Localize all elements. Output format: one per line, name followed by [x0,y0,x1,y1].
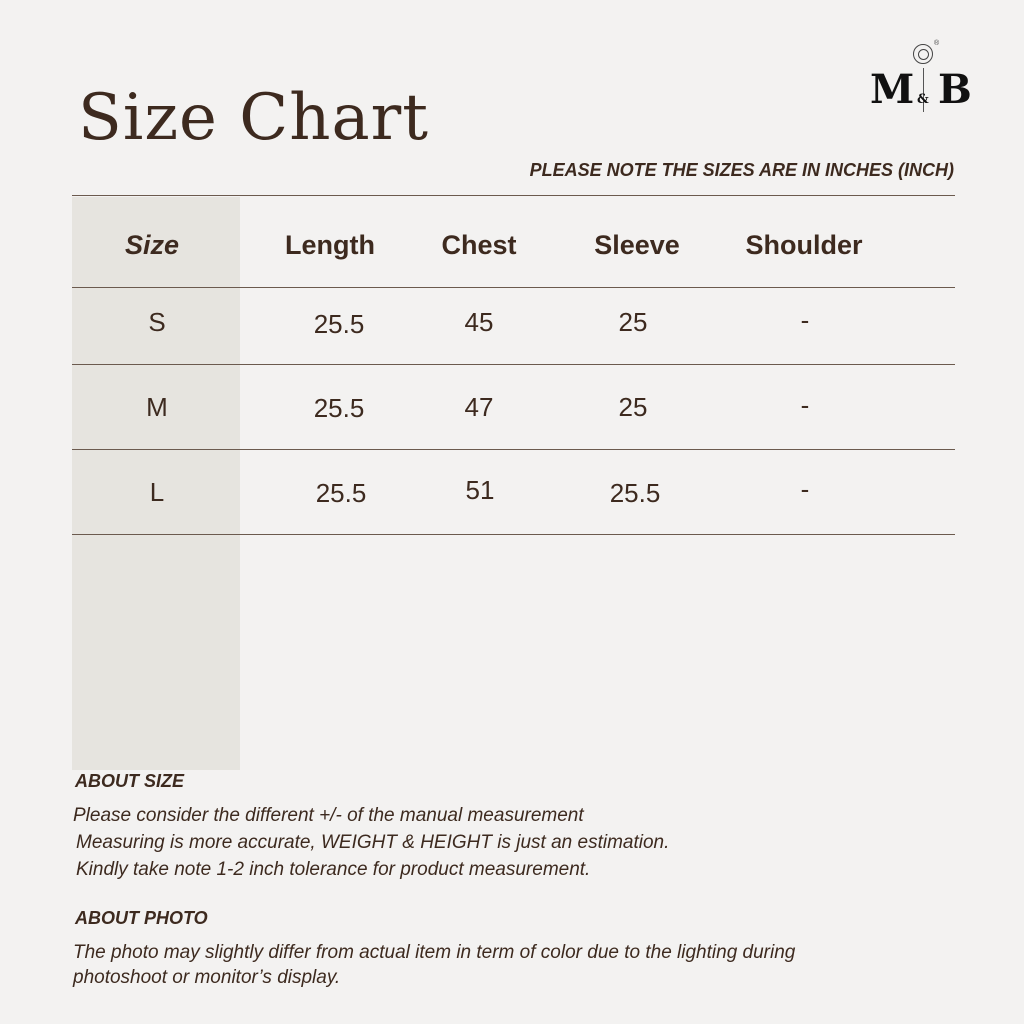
header-sleeve: Sleeve [594,230,680,260]
page-title: Size Chart [78,81,429,155]
table-header-rule [72,287,955,288]
about-photo-line: photoshoot or monitor’s display. [73,967,341,988]
about-size-title: ABOUT SIZE [75,771,185,791]
cell-chest: 45 [464,307,494,337]
cell-chest: 51 [465,475,495,505]
cell-length: 25.5 [313,309,365,339]
table-row-rule [72,364,955,365]
header-shoulder: Shoulder [745,230,863,260]
table-top-rule [72,195,955,196]
header-length: Length [285,230,375,260]
table-bottom-rule [72,534,955,535]
cell-shoulder: - [800,305,810,335]
cell-size: M [146,392,168,422]
cell-chest: 47 [464,392,494,422]
header-chest: Chest [441,230,517,260]
cell-shoulder: - [800,390,810,420]
cell-size: S [148,307,166,337]
cell-length: 25.5 [315,478,367,508]
brand-logo [870,40,974,112]
cell-shoulder: - [800,474,810,504]
about-size-line: Measuring is more accurate, WEIGHT & HEIGHT is just an estimation. [76,832,670,853]
about-size-line: Kindly take note 1-2 inch tolerance for product measurement. [76,859,591,880]
logo-ampersand: & [917,92,929,107]
cell-sleeve: 25.5 [609,478,661,508]
header-size: Size [124,230,180,260]
about-photo-title: ABOUT PHOTO [75,908,208,928]
logo-emblem-icon [913,44,933,64]
cell-sleeve: 25 [618,307,648,337]
logo-letter-m: M [870,66,915,113]
cell-sleeve: 25 [618,392,648,422]
table-row-rule [72,449,955,450]
cell-length: 25.5 [313,393,365,423]
cell-size: L [149,477,165,507]
units-note: PLEASE NOTE THE SIZES ARE IN INCHES (INCH) [529,160,954,180]
about-size-line: Please consider the different +/- of the manual measurement [73,805,584,826]
registered-mark: ® [934,40,940,47]
about-photo-line: The photo may slightly differ from actual item in term of color due to the lighting during [73,942,796,963]
logo-letter-b: B [938,66,972,113]
